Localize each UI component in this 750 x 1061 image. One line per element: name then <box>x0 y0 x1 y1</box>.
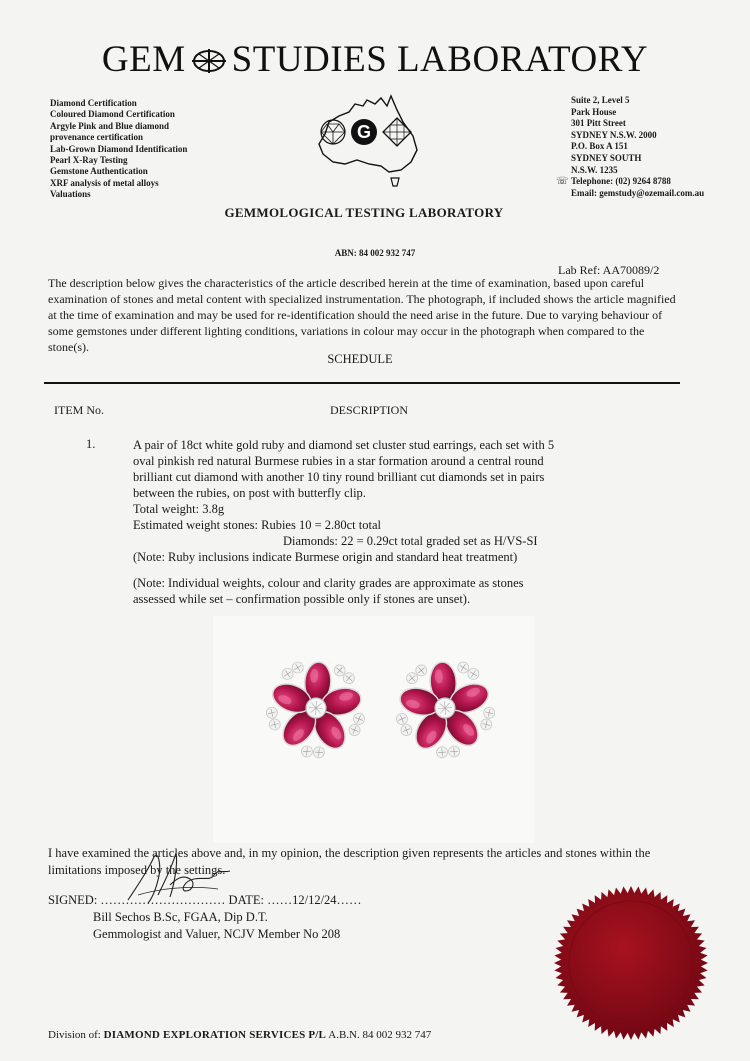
abn-number: ABN: 84 002 932 747 <box>334 248 416 258</box>
crosshair-gem-icon <box>192 41 226 84</box>
square-diamond-icon <box>383 118 411 146</box>
services-list <box>50 98 187 201</box>
address-block <box>556 95 705 199</box>
lab-subtitle: GEMMOLOGICAL TESTING LABORATORY <box>224 205 504 220</box>
signed-date-line: SIGNED: ………………………… DATE: ……12/12/24…… <box>48 893 362 907</box>
footer-abn: A.B.N. 84 002 932 747 <box>326 1029 432 1041</box>
footer-company: DIAMOND EXPLORATION SERVICES P/L <box>103 1029 327 1041</box>
service-item: Gemstone Authentication <box>50 166 148 177</box>
title-left: GEM <box>101 39 186 80</box>
footer-prefix: Division of: <box>48 1029 104 1041</box>
red-seal <box>553 885 709 1041</box>
address-line: SYDNEY N.S.W. 2000 <box>571 129 657 140</box>
description-line: (Note: Ruby inclusions indicate Burmese origin and standard heat treatment) <box>133 550 518 564</box>
g-letter-badge <box>351 119 377 145</box>
signer-block <box>93 909 340 943</box>
address-line: SYDNEY SOUTH <box>571 152 642 163</box>
address-line: P.O. Box A 151 <box>571 141 628 152</box>
service-item: Diamond Certification <box>50 98 137 108</box>
description-line: Estimated weight stones: Rubies 10 = 2.80ct total <box>133 518 381 532</box>
service-item: provenance certification <box>50 132 144 143</box>
service-item: Pearl X-Ray Testing <box>50 155 128 166</box>
examination-statement: I have examined the articles above and, in my opinion, the description given represents the articles and stones within the limitations imposed by the settings. <box>48 846 651 877</box>
address-line: 301 Pitt Street <box>571 118 626 129</box>
signer-name: Bill Sechos B.Sc, FGAA, Dip D.T. <box>93 910 268 924</box>
service-item: XRF analysis of metal alloys <box>50 177 159 188</box>
earrings-photo <box>213 616 534 843</box>
description-header: DESCRIPTION <box>330 403 409 417</box>
item-number-header: ITEM No. <box>54 403 104 417</box>
title-right: STUDIES LABORATORY <box>231 39 649 80</box>
round-diamond-icon <box>321 120 345 144</box>
description-line: Total weight: 3.8g <box>133 502 225 516</box>
description-line: Diamonds: 22 = 0.29ct total graded set as H/VS-SI <box>283 534 538 548</box>
email-line: Email: gemstudy@ozemail.com.au <box>571 187 705 198</box>
description-line: brilliant cut diamond with another 10 tiny round brilliant cut diamonds set in pairs <box>133 470 545 484</box>
description-line: assessed while set – confirmation possible only if stones are unset). <box>133 592 471 606</box>
phone-line: ☏ Telephone: (02) 9264 8788 <box>556 176 671 188</box>
service-item: Argyle Pink and Blue diamond <box>50 120 170 131</box>
address-line: Park House <box>571 106 617 117</box>
description-line: (Note: Individual weights, colour and clarity grades are approximate as stones <box>133 576 524 590</box>
service-item: Coloured Diamond Certification <box>50 109 175 120</box>
description-line: oval pinkish red natural Burmese rubies in a star formation around a central round <box>133 454 544 468</box>
lab-reference: Lab Ref: AA70089/2 <box>558 263 660 277</box>
footer <box>48 1029 431 1041</box>
service-item: Valuations <box>50 189 91 200</box>
signer-title: Gemmologist and Valuer, NCJV Member No 208 <box>93 927 341 941</box>
schedule-heading: SCHEDULE <box>327 352 393 366</box>
item-number: 1. <box>86 437 96 451</box>
telephone-icon: ☏ <box>556 176 569 188</box>
address-line: N.S.W. 1235 <box>571 164 618 175</box>
service-item: Lab-Grown Diamond Identification <box>50 143 188 154</box>
page-title <box>0 38 750 84</box>
divider <box>44 382 680 384</box>
item-description <box>133 437 683 607</box>
description-line: between the rubies, on post with butterfly clip. <box>133 486 366 500</box>
description-line: A pair of 18ct white gold ruby and diamond set cluster stud earrings, each set with 5 <box>133 438 555 452</box>
intro-paragraph: The description below gives the characteristics of the article described herein at the time of examination, based upon careful examination of stones and metal content with specialized instrumentation. The photograph, if included shows the article magnified at the time of examination and may be used for re-identification should the need arise in the future. Due to varying behaviour of some gemstones under different lighting conditions, variations in colour may occur in the photograph when compared to the stone(s). <box>48 276 676 354</box>
svg-text:G: G <box>356 122 372 142</box>
address-line: Suite 2, Level 5 <box>571 95 630 105</box>
australia-map-logo <box>305 92 423 192</box>
